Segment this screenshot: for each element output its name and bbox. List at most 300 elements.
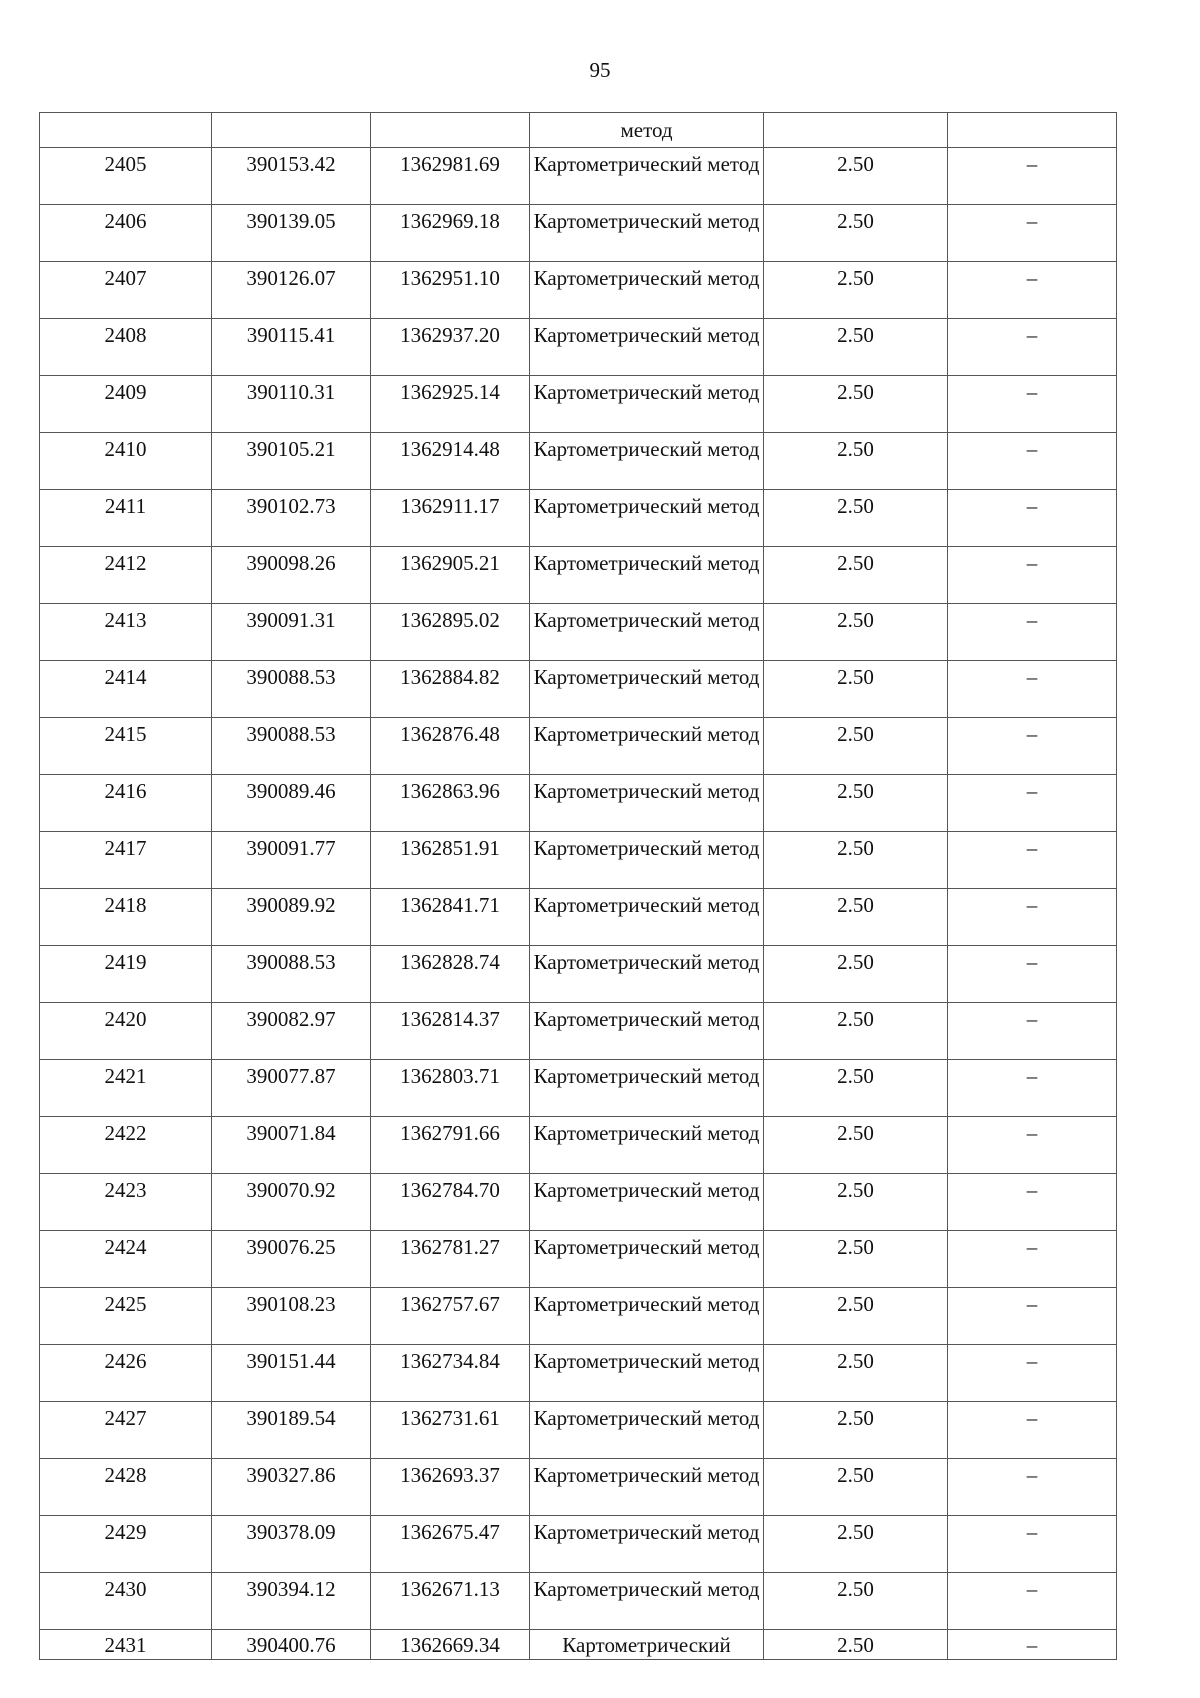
cell-x-text: 390400.76 xyxy=(246,1633,336,1657)
cell-accuracy-text: 2.50 xyxy=(837,1633,874,1657)
cell-note xyxy=(948,775,1117,832)
table-row xyxy=(40,1060,1117,1117)
cell-point xyxy=(40,946,212,1003)
cell-note xyxy=(948,1174,1117,1231)
cell-note-text: – xyxy=(1026,722,1038,746)
cell-y xyxy=(371,1060,530,1117)
cell-note-text: – xyxy=(1026,1349,1038,1373)
page-number: 95 xyxy=(589,58,611,82)
cell-x-text: 390088.53 xyxy=(246,950,336,974)
cell-note-text: – xyxy=(1026,209,1038,233)
cell-y xyxy=(371,1630,530,1660)
cell-point xyxy=(40,319,212,376)
table-row xyxy=(40,889,1117,946)
cell-method-text: Картометрический метод xyxy=(533,494,760,518)
cell-accuracy xyxy=(764,113,948,148)
cell-accuracy xyxy=(764,547,948,604)
table-row xyxy=(40,1003,1117,1060)
cell-point xyxy=(40,718,212,775)
cell-method-text: Картометрический метод xyxy=(533,1406,760,1430)
cell-point xyxy=(40,1174,212,1231)
cell-note xyxy=(948,718,1117,775)
cell-note-text: – xyxy=(1026,1235,1038,1259)
table-row xyxy=(40,547,1117,604)
cell-x xyxy=(212,1516,371,1573)
cell-accuracy-text: 2.50 xyxy=(837,437,874,461)
cell-point xyxy=(40,148,212,205)
cell-y-text: 1362693.37 xyxy=(400,1463,500,1487)
cell-accuracy xyxy=(764,1288,948,1345)
cell-accuracy-text: 2.50 xyxy=(837,1121,874,1145)
cell-method xyxy=(530,1231,764,1288)
cell-y xyxy=(371,433,530,490)
cell-x-text: 390088.53 xyxy=(246,665,336,689)
cell-accuracy xyxy=(764,832,948,889)
cell-accuracy-text: 2.50 xyxy=(837,1520,874,1544)
cell-x-text: 390115.41 xyxy=(246,323,336,347)
cell-method xyxy=(530,718,764,775)
cell-x xyxy=(212,1003,371,1060)
cell-point-text: 2416 xyxy=(104,779,147,803)
cell-y xyxy=(371,376,530,433)
cell-note-text: – xyxy=(1026,323,1038,347)
cell-y xyxy=(371,205,530,262)
cell-point-text: 2425 xyxy=(104,1292,147,1316)
cell-point xyxy=(40,775,212,832)
cell-accuracy-text: 2.50 xyxy=(837,209,874,233)
cell-point xyxy=(40,1288,212,1345)
cell-accuracy-text: 2.50 xyxy=(837,950,874,974)
cell-accuracy-text: 2.50 xyxy=(837,266,874,290)
cell-x xyxy=(212,205,371,262)
cell-y xyxy=(371,604,530,661)
cell-note xyxy=(948,1630,1117,1660)
cell-point-text: 2427 xyxy=(104,1406,147,1430)
cell-point-text: 2417 xyxy=(104,836,147,860)
cell-accuracy xyxy=(764,376,948,433)
cell-note-text: – xyxy=(1026,950,1038,974)
cell-y xyxy=(371,946,530,1003)
cell-note xyxy=(948,1117,1117,1174)
cell-method xyxy=(530,547,764,604)
cell-note-text: – xyxy=(1026,1577,1038,1601)
cell-y-text: 1362791.66 xyxy=(400,1121,500,1145)
cell-method-text: Картометрический метод xyxy=(533,1349,760,1373)
cell-y xyxy=(371,1402,530,1459)
cell-y xyxy=(371,718,530,775)
cell-point xyxy=(40,1630,212,1660)
cell-x-text: 390089.92 xyxy=(246,893,336,917)
cell-point xyxy=(40,889,212,946)
cell-accuracy-text: 2.50 xyxy=(837,380,874,404)
continuation-row xyxy=(40,113,1117,148)
cell-point xyxy=(40,547,212,604)
cell-point-text: 2421 xyxy=(104,1064,147,1088)
cell-note xyxy=(948,1345,1117,1402)
cell-point xyxy=(40,376,212,433)
cell-accuracy-text: 2.50 xyxy=(837,722,874,746)
cell-point xyxy=(40,604,212,661)
cell-note xyxy=(948,490,1117,547)
cell-note-text: – xyxy=(1026,608,1038,632)
cell-point-text: 2410 xyxy=(104,437,147,461)
cell-note xyxy=(948,148,1117,205)
cell-point xyxy=(40,832,212,889)
cell-y-text: 1362675.47 xyxy=(400,1520,500,1544)
cell-point-text: 2426 xyxy=(104,1349,147,1373)
cell-accuracy xyxy=(764,319,948,376)
cell-method xyxy=(530,832,764,889)
cell-x-text: 390091.31 xyxy=(246,608,336,632)
cell-note-text: – xyxy=(1026,1292,1038,1316)
cell-y xyxy=(371,1231,530,1288)
cell-method xyxy=(530,661,764,718)
cell-note xyxy=(948,1516,1117,1573)
cell-note xyxy=(948,262,1117,319)
cell-note-text: – xyxy=(1026,1520,1038,1544)
cell-y xyxy=(371,319,530,376)
cell-method-text: Картометрический метод xyxy=(533,836,760,860)
cell-x xyxy=(212,376,371,433)
cell-y xyxy=(371,547,530,604)
cell-method: метод xyxy=(530,113,764,148)
cell-note xyxy=(948,1288,1117,1345)
cell-point-text: 2412 xyxy=(104,551,147,575)
cell-accuracy-text: 2.50 xyxy=(837,152,874,176)
cell-accuracy xyxy=(764,1516,948,1573)
cell-note xyxy=(948,113,1117,148)
cell-note xyxy=(948,547,1117,604)
cell-y xyxy=(371,1459,530,1516)
cell-y xyxy=(371,1174,530,1231)
cell-y-text: 1362951.10 xyxy=(400,266,500,290)
cell-x-text: 390378.09 xyxy=(246,1520,336,1544)
cell-y-text: 1362851.91 xyxy=(400,836,500,860)
cell-point xyxy=(40,1117,212,1174)
cell-y xyxy=(371,832,530,889)
table-row xyxy=(40,1402,1117,1459)
cell-accuracy-text: 2.50 xyxy=(837,494,874,518)
cell-point xyxy=(40,113,212,148)
cell-accuracy xyxy=(764,490,948,547)
cell-y-text: 1362863.96 xyxy=(400,779,500,803)
table-row xyxy=(40,1231,1117,1288)
cell-method-text: Картометрический метод xyxy=(533,722,760,746)
cell-accuracy xyxy=(764,205,948,262)
cell-note xyxy=(948,1459,1117,1516)
cell-y-text: 1362925.14 xyxy=(400,380,500,404)
cell-x xyxy=(212,1174,371,1231)
cell-point-text: 2407 xyxy=(104,266,147,290)
cell-note-text: – xyxy=(1026,266,1038,290)
cell-method xyxy=(530,775,764,832)
cell-point-text: 2424 xyxy=(104,1235,147,1259)
cell-method-text: Картометрический метод xyxy=(533,1577,760,1601)
cell-x-text: 390151.44 xyxy=(246,1349,336,1373)
cell-note-text: – xyxy=(1026,551,1038,575)
cell-note xyxy=(948,889,1117,946)
cell-y-text: 1362895.02 xyxy=(400,608,500,632)
cell-note xyxy=(948,319,1117,376)
cell-y-text: 1362911.17 xyxy=(400,494,500,518)
cell-method-text: Картометрический метод xyxy=(533,1064,760,1088)
cell-note xyxy=(948,1003,1117,1060)
cell-note xyxy=(948,1231,1117,1288)
cell-note-text: – xyxy=(1026,380,1038,404)
cell-y-text: 1362814.37 xyxy=(400,1007,500,1031)
cell-method-text: Картометрический метод xyxy=(533,437,760,461)
cell-method xyxy=(530,490,764,547)
cell-method xyxy=(530,376,764,433)
cell-note xyxy=(948,946,1117,1003)
table-row xyxy=(40,661,1117,718)
table-row xyxy=(40,775,1117,832)
cell-note xyxy=(948,376,1117,433)
cell-note-text: – xyxy=(1026,779,1038,803)
cell-accuracy-text: 2.50 xyxy=(837,323,874,347)
cell-note xyxy=(948,1573,1117,1630)
cell-method-text: Картометрический метод xyxy=(533,779,760,803)
cell-y xyxy=(371,1117,530,1174)
cell-y-text: 1362841.71 xyxy=(400,893,500,917)
cell-y-text: 1362828.74 xyxy=(400,950,500,974)
cell-method-text: Картометрический метод xyxy=(533,1292,760,1316)
cell-method xyxy=(530,319,764,376)
cell-x xyxy=(212,262,371,319)
cell-x-text: 390089.46 xyxy=(246,779,336,803)
cell-method xyxy=(530,604,764,661)
cell-y xyxy=(371,490,530,547)
cell-x-text: 390102.73 xyxy=(246,494,336,518)
cell-y-text: 1362781.27 xyxy=(400,1235,500,1259)
cell-x-text: 390153.42 xyxy=(246,152,336,176)
cell-method xyxy=(530,1003,764,1060)
cell-method xyxy=(530,1060,764,1117)
cell-point-text: 2418 xyxy=(104,893,147,917)
table-row xyxy=(40,718,1117,775)
table-row xyxy=(40,832,1117,889)
cell-method xyxy=(530,262,764,319)
cell-accuracy xyxy=(764,1573,948,1630)
coordinates-table xyxy=(39,112,1117,1660)
cell-method xyxy=(530,1117,764,1174)
cell-point-text: 2429 xyxy=(104,1520,147,1544)
cell-accuracy xyxy=(764,604,948,661)
cell-method xyxy=(530,1573,764,1630)
cell-y xyxy=(371,262,530,319)
cell-y xyxy=(371,1345,530,1402)
cell-note-text: – xyxy=(1026,494,1038,518)
cell-note xyxy=(948,604,1117,661)
cell-y xyxy=(371,889,530,946)
cell-accuracy xyxy=(764,1003,948,1060)
table-row xyxy=(40,376,1117,433)
cell-method xyxy=(530,1630,764,1660)
cell-point-text: 2409 xyxy=(104,380,147,404)
cell-y-text: 1362731.61 xyxy=(400,1406,500,1430)
table-row xyxy=(40,604,1117,661)
cell-method xyxy=(530,1459,764,1516)
cell-accuracy xyxy=(764,433,948,490)
cell-accuracy-text: 2.50 xyxy=(837,1178,874,1202)
cell-note xyxy=(948,661,1117,718)
cell-x xyxy=(212,1231,371,1288)
cell-point xyxy=(40,1060,212,1117)
cell-point xyxy=(40,1459,212,1516)
cell-x xyxy=(212,113,371,148)
cell-accuracy xyxy=(764,1345,948,1402)
cell-x-text: 390110.31 xyxy=(246,380,336,404)
cell-y-text: 1362905.21 xyxy=(400,551,500,575)
table-row xyxy=(40,946,1117,1003)
cell-accuracy-text: 2.50 xyxy=(837,1406,874,1430)
cell-point-text: 2422 xyxy=(104,1121,147,1145)
cell-method xyxy=(530,1174,764,1231)
cell-accuracy xyxy=(764,889,948,946)
cell-y-text: 1362784.70 xyxy=(400,1178,500,1202)
cell-method-text: Картометрический метод xyxy=(533,551,760,575)
cell-x xyxy=(212,832,371,889)
cell-point-text: 2414 xyxy=(104,665,147,689)
cell-accuracy-text: 2.50 xyxy=(837,1577,874,1601)
cell-x xyxy=(212,775,371,832)
table-row xyxy=(40,1288,1117,1345)
cell-x-text: 390126.07 xyxy=(246,266,336,290)
cell-x xyxy=(212,1459,371,1516)
cell-x-text: 390071.84 xyxy=(246,1121,336,1145)
cell-accuracy xyxy=(764,1459,948,1516)
cell-y-text: 1362969.18 xyxy=(400,209,500,233)
cell-y-text: 1362876.48 xyxy=(400,722,500,746)
cell-x-text: 390189.54 xyxy=(246,1406,336,1430)
cell-point-text: 2411 xyxy=(104,494,147,518)
cell-x-text: 390327.86 xyxy=(246,1463,336,1487)
cell-accuracy-text: 2.50 xyxy=(837,1007,874,1031)
cell-y xyxy=(371,148,530,205)
cell-y xyxy=(371,1003,530,1060)
cell-accuracy-text: 2.50 xyxy=(837,551,874,575)
cell-note-text: – xyxy=(1026,1633,1038,1657)
cell-note-text: – xyxy=(1026,1064,1038,1088)
cell-note xyxy=(948,433,1117,490)
cell-x-text: 390108.23 xyxy=(246,1292,336,1316)
cell-x-text: 390088.53 xyxy=(246,722,336,746)
cell-point-text: 2431 xyxy=(104,1633,147,1657)
cell-method xyxy=(530,1288,764,1345)
cell-point xyxy=(40,1402,212,1459)
cell-accuracy-text: 2.50 xyxy=(837,1349,874,1373)
cell-point xyxy=(40,1231,212,1288)
cell-accuracy xyxy=(764,1060,948,1117)
cell-accuracy xyxy=(764,661,948,718)
cell-y-text: 1362803.71 xyxy=(400,1064,500,1088)
cell-point-text: 2413 xyxy=(104,608,147,632)
cell-accuracy-text: 2.50 xyxy=(837,1292,874,1316)
cell-note-text: – xyxy=(1026,665,1038,689)
cell-x-text: 390139.05 xyxy=(246,209,336,233)
table-row xyxy=(40,1345,1117,1402)
cell-x xyxy=(212,946,371,1003)
cell-y-text: 1362669.34 xyxy=(400,1633,500,1657)
cell-method-text: Картометрический метод xyxy=(533,950,760,974)
cell-accuracy xyxy=(764,148,948,205)
cell-note-text: – xyxy=(1026,152,1038,176)
cell-note-text: – xyxy=(1026,1406,1038,1430)
cell-x xyxy=(212,718,371,775)
cell-x xyxy=(212,1630,371,1660)
cell-y-text: 1362734.84 xyxy=(400,1349,500,1373)
cell-y-text: 1362937.20 xyxy=(400,323,500,347)
table-body xyxy=(40,113,1117,1660)
cell-point-text: 2419 xyxy=(104,950,147,974)
cell-accuracy xyxy=(764,1630,948,1660)
cell-x xyxy=(212,547,371,604)
cell-accuracy xyxy=(764,262,948,319)
cell-note-text: – xyxy=(1026,1463,1038,1487)
cell-y xyxy=(371,661,530,718)
cell-x xyxy=(212,148,371,205)
cell-x xyxy=(212,1288,371,1345)
cell-method xyxy=(530,205,764,262)
cell-x-text: 390070.92 xyxy=(246,1178,336,1202)
cell-note-text: – xyxy=(1026,836,1038,860)
cell-y xyxy=(371,1573,530,1630)
cell-method xyxy=(530,889,764,946)
cell-x xyxy=(212,1345,371,1402)
cell-note-text: – xyxy=(1026,1178,1038,1202)
cell-note xyxy=(948,1402,1117,1459)
cell-method xyxy=(530,1516,764,1573)
cell-point xyxy=(40,490,212,547)
cell-accuracy xyxy=(764,1402,948,1459)
cell-point xyxy=(40,1516,212,1573)
cell-y-text: 1362981.69 xyxy=(400,152,500,176)
cell-x xyxy=(212,1402,371,1459)
table-row xyxy=(40,433,1117,490)
cell-x xyxy=(212,604,371,661)
cell-method-text: Картометрический xyxy=(562,1633,731,1657)
cell-accuracy xyxy=(764,1231,948,1288)
table-row xyxy=(40,148,1117,205)
cell-method-text: Картометрический метод xyxy=(533,1520,760,1544)
cell-method-text: Картометрический метод xyxy=(533,1121,760,1145)
cell-x xyxy=(212,1117,371,1174)
cell-accuracy-text: 2.50 xyxy=(837,665,874,689)
cell-point-text: 2406 xyxy=(104,209,147,233)
cell-point-text: 2408 xyxy=(104,323,147,347)
table-row-last xyxy=(40,1630,1117,1660)
cell-method-text: Картометрический метод xyxy=(533,665,760,689)
table-row xyxy=(40,1573,1117,1630)
cell-x xyxy=(212,319,371,376)
cell-method xyxy=(530,1402,764,1459)
cell-x xyxy=(212,490,371,547)
cell-x xyxy=(212,889,371,946)
cell-method-text: Картометрический метод xyxy=(533,608,760,632)
table-row xyxy=(40,1117,1117,1174)
cell-x-text: 390098.26 xyxy=(246,551,336,575)
cell-note xyxy=(948,205,1117,262)
cell-y-text: 1362757.67 xyxy=(400,1292,500,1316)
cell-point xyxy=(40,262,212,319)
table-row xyxy=(40,1516,1117,1573)
cell-x xyxy=(212,661,371,718)
cell-method-text: Картометрический метод xyxy=(533,323,760,347)
cell-accuracy-text: 2.50 xyxy=(837,836,874,860)
cell-point-text: 2415 xyxy=(104,722,147,746)
cell-x-text: 390077.87 xyxy=(246,1064,336,1088)
cell-method-text: Картометрический метод xyxy=(533,266,760,290)
